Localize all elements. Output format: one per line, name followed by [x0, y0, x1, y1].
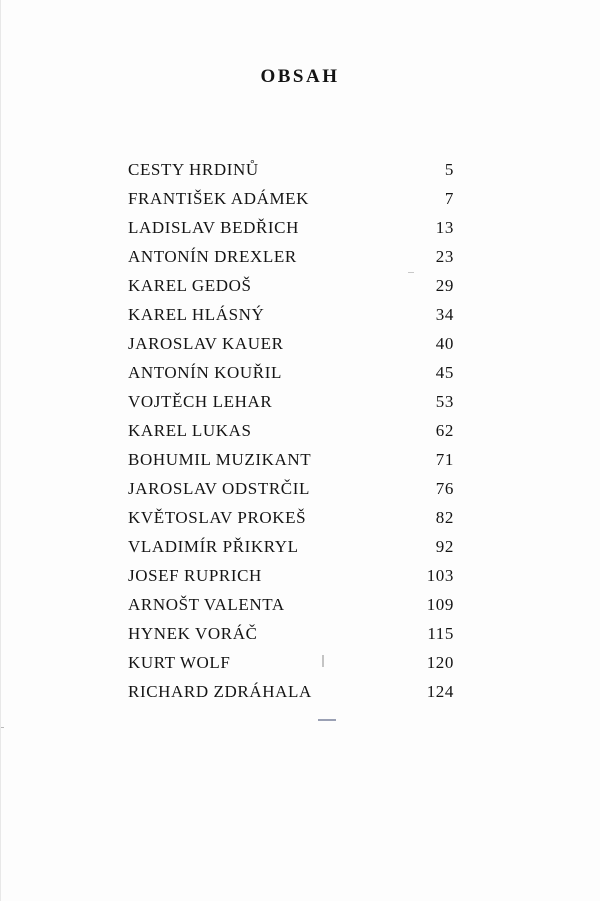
toc-entry: [128, 184, 454, 213]
toc-entry: [128, 503, 454, 532]
toc-entry-name: VOJTĚCH LEHAR: [128, 391, 273, 411]
toc-entry-name: ARNOŠT VALENTA: [128, 594, 285, 614]
toc-entry-name: RICHARD ZDRÁHALA: [128, 681, 312, 701]
ink-smudge: [318, 719, 336, 721]
toc-entry: [128, 271, 454, 300]
toc-entry: [128, 619, 454, 648]
toc-entry-page: 13: [435, 217, 454, 237]
toc-entry-name: ANTONÍN DREXLER: [128, 246, 297, 266]
toc-entry-page: 71: [435, 449, 454, 469]
toc-entry-page: 76: [435, 478, 454, 498]
toc-entry: [128, 648, 454, 677]
toc-entry-name: FRANTIŠEK ADÁMEK: [128, 188, 310, 208]
toc-entry-page: 5: [444, 159, 454, 179]
toc-entry-page: 7: [444, 188, 454, 208]
toc-entry: [128, 387, 454, 416]
toc-entry: [128, 416, 454, 445]
toc-entry-page: 40: [435, 333, 454, 353]
toc-entry: [128, 677, 454, 706]
toc-entry: [128, 445, 454, 474]
toc-entry-name: HYNEK VORÁČ: [128, 623, 258, 643]
page-title: OBSAH: [260, 66, 340, 87]
toc-entry-page: 82: [435, 507, 454, 527]
toc-entry-name: JOSEF RUPRICH: [128, 565, 262, 585]
toc-entry-page: 29: [435, 275, 454, 295]
toc-entry-name: KAREL LUKAS: [128, 420, 252, 440]
toc-entry: [128, 590, 454, 619]
toc-entry-name: JAROSLAV ODSTRČIL: [128, 478, 310, 498]
toc-entry-name: LADISLAV BEDŘICH: [128, 217, 299, 237]
scan-speck: [322, 655, 324, 667]
toc-entry-name: KAREL GEDOŠ: [128, 275, 252, 295]
toc-entry-page: 124: [426, 681, 454, 701]
toc-entry-name: ANTONÍN KOUŘIL: [128, 362, 282, 382]
toc-entry: [128, 300, 454, 329]
toc-entry: [128, 329, 454, 358]
toc-entry-page: 115: [427, 623, 454, 643]
toc-entry: [128, 532, 454, 561]
toc-entry-name: CESTY HRDINŮ: [128, 159, 259, 179]
toc-entry-name: KVĚTOSLAV PROKEŠ: [128, 507, 307, 527]
toc-entry-page: 103: [426, 565, 454, 585]
toc-entry-page: 109: [426, 594, 454, 614]
scan-speck: [408, 272, 414, 273]
toc-entry-page: 62: [435, 420, 454, 440]
toc-entry-page: 53: [435, 391, 454, 411]
toc-entry-page: 34: [435, 304, 454, 324]
toc-entry-page: 92: [435, 536, 454, 556]
toc-entry: [128, 474, 454, 503]
toc-entry-name: KAREL HLÁSNÝ: [128, 304, 265, 324]
toc-entry: [128, 561, 454, 590]
toc-entry: [128, 242, 454, 271]
toc-entry-page: 45: [435, 362, 454, 382]
toc-entry: [128, 213, 454, 242]
page-edge: [0, 0, 1, 901]
toc-entry: [128, 358, 454, 387]
toc-entry-page: 120: [426, 652, 454, 672]
toc-entry-name: BOHUMIL MUZIKANT: [128, 449, 312, 469]
toc-entry-name: JAROSLAV KAUER: [128, 333, 284, 353]
toc-entry-page: 23: [435, 246, 454, 266]
toc-entry-name: VLADIMÍR PŘIKRYL: [128, 536, 299, 556]
toc-entry: [128, 155, 454, 184]
toc-entry-name: KURT WOLF: [128, 652, 231, 672]
table-of-contents: [128, 155, 454, 706]
